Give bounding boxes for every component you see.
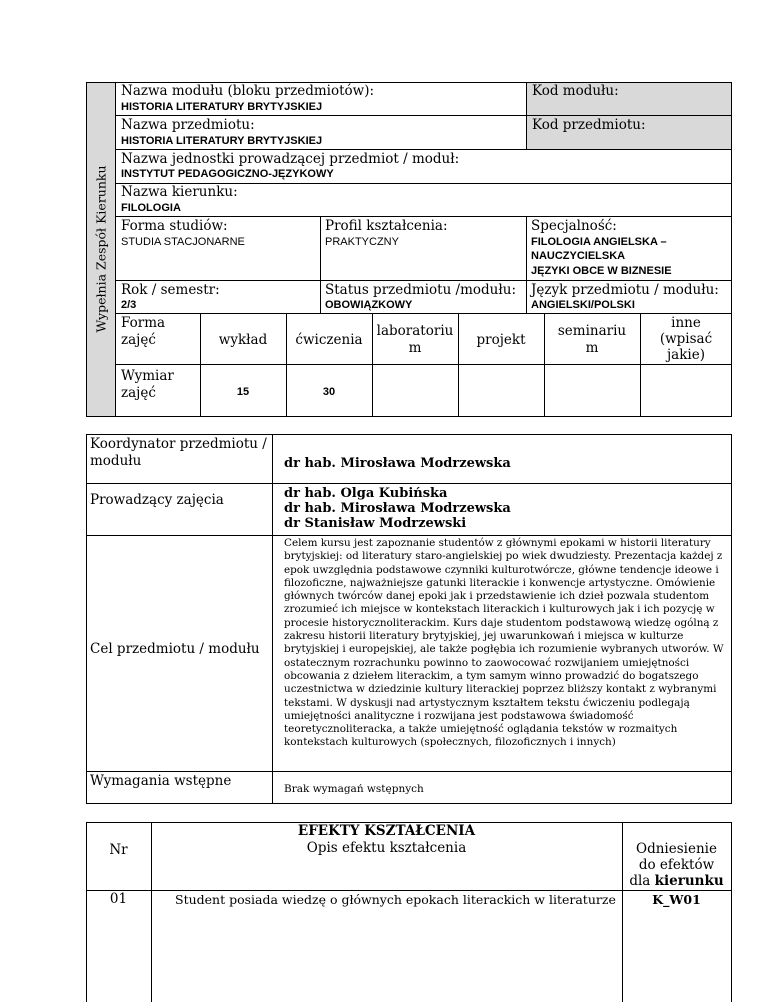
specialty-label: Specjalność: bbox=[531, 218, 617, 234]
teacher-2: dr hab. Mirosława Modrzewska bbox=[284, 501, 511, 516]
sidebar-label: Wypełnia Zespół Kierunku bbox=[93, 165, 109, 333]
field-label: Nazwa kierunku: bbox=[121, 184, 238, 200]
form-laboratory: laboratoriu m bbox=[376, 323, 454, 356]
status-value: OBOWIĄZKOWY bbox=[325, 299, 413, 311]
form-exercises: ćwiczenia bbox=[295, 332, 363, 348]
module-code-label: Kod modułu: bbox=[532, 83, 619, 99]
coordinator-value: dr hab. Mirosława Modrzewska bbox=[284, 456, 511, 471]
module-name-value: HISTORIA LITERATURY BRYTYJSKIEJ bbox=[121, 101, 323, 113]
status-label: Status przedmiotu /modułu: bbox=[325, 282, 516, 298]
field-value: FILOLOGIA bbox=[121, 202, 181, 214]
module-name-label: Nazwa modułu (bloku przedmiotów): bbox=[121, 83, 375, 99]
subject-name-label: Nazwa przedmiotu: bbox=[121, 117, 255, 133]
hours-exercises: 30 bbox=[322, 386, 336, 398]
language-value: ANGIELSKI/POLSKI bbox=[531, 299, 635, 311]
col-ref-header: Odniesienie do efektów dla kierunku bbox=[629, 841, 724, 889]
hours-label: Wymiar zajęć bbox=[121, 368, 174, 401]
coordinator-label: Koordynator przedmiotu / modułu bbox=[90, 436, 267, 469]
subject-name-value: HISTORIA LITERATURY BRYTYJSKIEJ bbox=[121, 135, 323, 147]
language-label: Język przedmiotu / modułu: bbox=[531, 282, 719, 298]
teacher-3: dr Stanisław Modrzewski bbox=[284, 516, 467, 531]
goal-label: Cel przedmiotu / modułu bbox=[90, 641, 260, 657]
subject-code-label: Kod przedmiotu: bbox=[532, 117, 646, 133]
goal-text: Celem kursu jest zapoznanie studentów z głównymi epokami w historii literatury brytyjskiej: od literatury staro-angielskiej po wiek dwudziesty. Prezentacja każdej z epok uwzględnia podstawowe czynniki kulturotwórcze, główne tendencje ideowe i filozoficzne, najważniejsze gatunki literackie i konwencje artystyczne. Omówienie głównych twórców danej epoki jak i przedstawienie ich dzieł pozwala studentom zrozumieć ich miejsce w kontekstach literackich i kulturowych jak i ich pozycję w procesie historycznoliterackim. Kurs daje studentom podstawową wiedzę ogólną z zakresu historii literatury brytyjskiej, jej uwarunkowań i miejsca w kulturze brytyjskiej i europejskiej, ale także pogłębia ich rozumienie wybranych utworów. W ostatecznym rozrachunku powinno to zaowocować rozwijaniem umiejętności obcowania z dziełem literackim, a tym samym winno prowadzić do bogatszego uczestnictwa w dziedzinie kultury literackiej poprzez bliższy kontakt z wybranymi tekstami. W dyskusji nad artystycznym kształtem tekstu ćwiczeniu podlegają umiejętności analityczne i rozwijana jest podstawowa świadomość teoretycznoliteracka, a także umiejętność oglądania tekstów w rozmaitych kontekstach kulturowych (społecznych, filozoficznych i innych) bbox=[284, 537, 724, 749]
unit-value: INSTYTUT PEDAGOGICZNO-JĘZYKOWY bbox=[121, 168, 334, 180]
specialty-value-line-1: FILOLOGIA ANGIELSKA – bbox=[531, 236, 667, 248]
year-label: Rok / semestr: bbox=[121, 282, 220, 298]
study-form-value: STUDIA STACJONARNE bbox=[121, 236, 245, 248]
hours-lecture: 15 bbox=[236, 386, 250, 398]
unit-label: Nazwa jednostki prowadzącej przedmiot / moduł: bbox=[121, 151, 460, 167]
form-other: inne (wpisać jakie) bbox=[659, 315, 713, 363]
profile-value: PRAKTYCZNY bbox=[325, 236, 399, 248]
form-project: projekt bbox=[476, 332, 526, 348]
col-desc-header: Opis efektu kształcenia bbox=[306, 840, 467, 856]
outcome-ref: K_W01 bbox=[652, 892, 701, 907]
col-nr-header: Nr bbox=[109, 842, 128, 858]
form-seminar: seminariu m bbox=[557, 323, 627, 356]
teachers-list bbox=[284, 486, 511, 531]
outcomes-title: EFEKTY KSZTAŁCENIA bbox=[297, 823, 476, 839]
profile-label: Profil kształcenia: bbox=[325, 218, 448, 234]
year-value: 2/3 bbox=[121, 299, 137, 311]
requirements-value: Brak wymagań wstępnych bbox=[284, 783, 424, 795]
outcome-desc: Student posiada wiedzę o głównych epokach literackich w literaturze bbox=[175, 892, 616, 907]
outcome-nr: 01 bbox=[109, 891, 128, 907]
form-label: Forma zajęć bbox=[121, 315, 166, 348]
teacher-1: dr hab. Olga Kubińska bbox=[284, 486, 448, 501]
study-form-label: Forma studiów: bbox=[121, 218, 228, 234]
specialty-value-line-2: NAUCZYCIELSKA bbox=[531, 250, 626, 262]
form-lecture: wykład bbox=[218, 332, 268, 348]
specialty-value-line-3: JĘZYKI OBCE W BIZNESIE bbox=[531, 265, 672, 277]
teachers-label: Prowadzący zajęcia bbox=[90, 492, 224, 508]
requirements-label: Wymagania wstępne bbox=[90, 773, 232, 789]
